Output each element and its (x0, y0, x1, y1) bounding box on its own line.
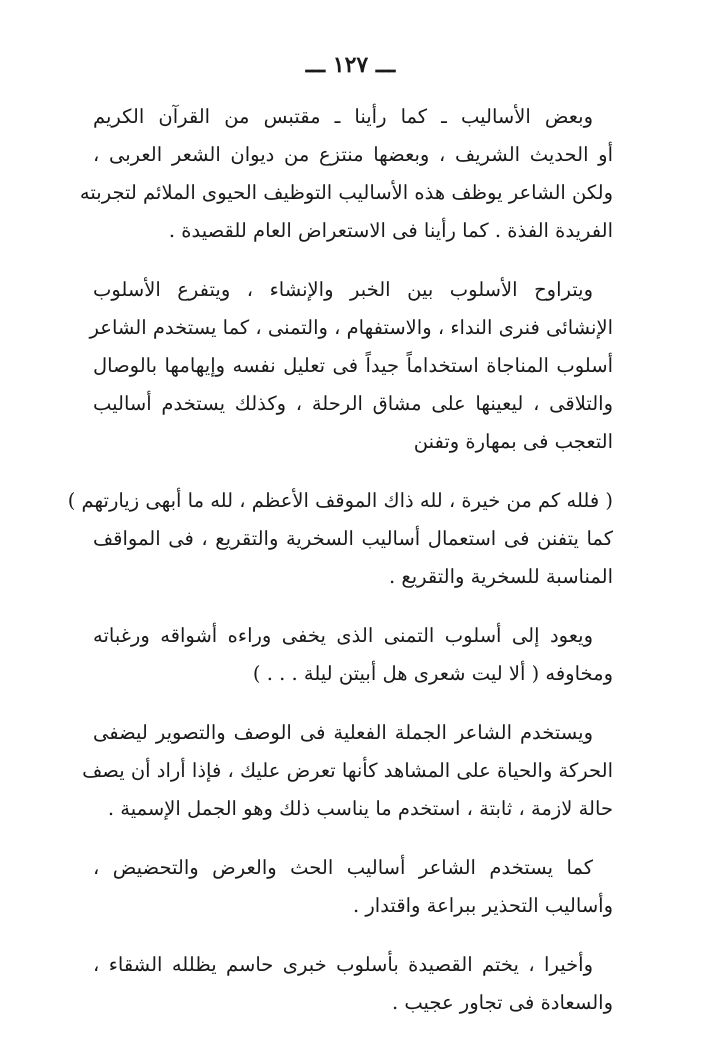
text-line: ويعود إلى أسلوب التمنى الذى يخفى وراءه أشواقه ورغباته (93, 624, 593, 647)
paragraph-3 (67, 482, 613, 596)
text-line: الحركة والحياة على المشاهد كأنها تعرض عليك ، فإذا أراد أن يصف (82, 759, 613, 782)
body-text (67, 98, 613, 1022)
text-line: المناسبة للسخرية والتقريع . (388, 565, 613, 588)
paragraph-2 (89, 271, 613, 461)
text-line: ويستخدم الشاعر الجملة الفعلية فى الوصف والتصوير ليضفى (93, 721, 593, 744)
paragraph-1 (79, 98, 613, 250)
text-line: الإنشائى فنرى النداء ، والاستفهام ، والتمنى ، كما يستخدم الشاعر (89, 316, 613, 339)
text-line: وأساليب التحذير ببراعة واقتدار . (352, 894, 613, 917)
text-line: كما يتفنن فى استعمال أساليب السخرية والتقريع ، فى المواقف (93, 527, 613, 550)
text-line: أو الحديث الشريف ، وبعضها منتزع من ديوان الشعر العربى ، (93, 143, 613, 166)
text-line: ويتراوح الأسلوب بين الخبر والإنشاء ، ويتفرع الأسلوب (93, 278, 593, 301)
text-line: الفريدة الفذة . كما رأينا فى الاستعراض العام للقصيدة . (168, 219, 613, 242)
paragraph-5 (82, 714, 613, 828)
text-line: وأخيرا ، يختم القصيدة بأسلوب خبرى حاسم يظلله الشقاء ، (93, 953, 593, 976)
text-line: التعجب فى بمهارة وتفنن (413, 430, 613, 453)
quoted-line: ( فلله كم من خيرة ، لله ذاك الموقف الأعظم ، لله ما أبهى زيارتهم ) (67, 489, 613, 512)
text-line: والسعادة فى تجاور عجيب . (391, 991, 613, 1014)
text-line: كما يستخدم الشاعر أساليب الحث والعرض والتحضيض ، (93, 856, 593, 879)
text-line: وبعض الأساليب ـ كما رأينا ـ مقتبس من القرآن الكريم (93, 105, 593, 128)
paragraph-7 (93, 946, 613, 1022)
text-line: ولكن الشاعر يوظف هذه الأساليب التوظيف الحيوى الملائم لتجربته (79, 181, 613, 204)
page-number: ـــ ۱۲۷ ـــ (305, 52, 396, 78)
text-line: أسلوب المناجاة استخداماً جيداً فى تعليل نفسه وإيهامها بالوصال (93, 354, 613, 377)
text-line: ومخاوفه ( ألا ليت شعرى هل أبيتن ليلة . . . ) (252, 662, 613, 685)
paragraph-4 (93, 617, 613, 693)
paragraph-6 (93, 849, 613, 925)
text-line: حالة لازمة ، ثابتة ، استخدم ما يناسب ذلك وهو الجمل الإسمية . (107, 797, 613, 820)
text-line: والتلاقى ، ليعينها على مشاق الرحلة ، وكذلك يستخدم أساليب (93, 392, 613, 415)
